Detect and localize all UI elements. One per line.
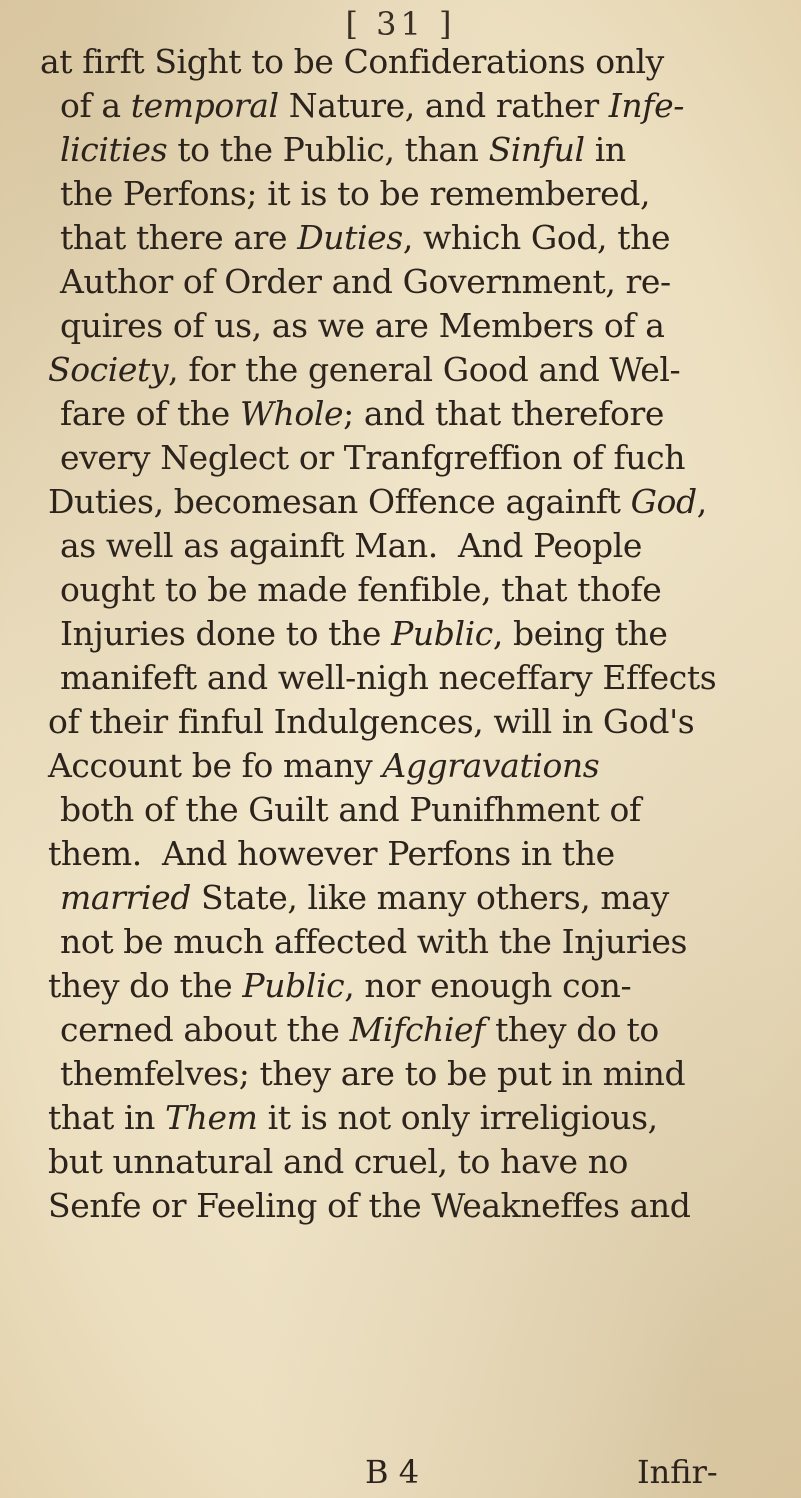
text-line: both of the Guilt and Punifhment of [60, 790, 641, 829]
text-line: manifeft and well-nigh neceffary Effects [60, 658, 717, 697]
text-line: that in Them it is not only irreligious, [48, 1098, 658, 1137]
body-text [36, 40, 776, 1228]
text-line: cerned about the Mifchief they do to [60, 1010, 659, 1049]
text-line: Author of Order and Government, re- [60, 262, 671, 301]
text-line: but unnatural and cruel, to have no [48, 1142, 629, 1181]
text-line: at firft Sight to be Confiderations only [40, 42, 664, 81]
text-line: themfelves; they are to be put in mind [60, 1054, 686, 1093]
text-line: Account be fo many Aggravations [48, 746, 600, 785]
text-line: they do the Public, nor enough con- [48, 966, 632, 1005]
text-line: Injuries done to the Public, being the [60, 614, 668, 653]
text-line: fare of the Whole; and that therefore [60, 394, 664, 433]
text-line: ought to be made fenfible, that thofe [60, 570, 662, 609]
catchword: Infir- [637, 1453, 718, 1491]
text-line: Society, for the general Good and Wel- [48, 350, 681, 389]
text-line: as well as againft Man. And People [60, 526, 643, 565]
signature-mark: B 4 [365, 1453, 420, 1491]
text-line: Duties, becomesan Offence againft God, [48, 482, 707, 521]
text-line: quires of us, as we are Members of a [60, 306, 665, 345]
text-line: every Neglect or Tranfgreffion of fuch [60, 438, 686, 477]
text-line: of their finful Indulgences, will in God's [48, 702, 695, 741]
text-line: that there are Duties, which God, the [60, 218, 671, 257]
text-line: the Perfons; it is to be remembered, [60, 174, 651, 213]
text-line: them. And however Perfons in the [48, 834, 615, 873]
text-line: of a temporal Nature, and rather Infe- [60, 86, 684, 125]
text-line: married State, like many others, may [60, 878, 669, 917]
text-line: not be much affected with the Injuries [60, 922, 688, 961]
page-number: [ 31 ] [345, 5, 456, 43]
text-line: licities to the Public, than Sinful in [60, 130, 626, 169]
footer-line [0, 1450, 801, 1494]
text-line: Senfe or Feeling of the Weakneffes and [48, 1186, 691, 1225]
